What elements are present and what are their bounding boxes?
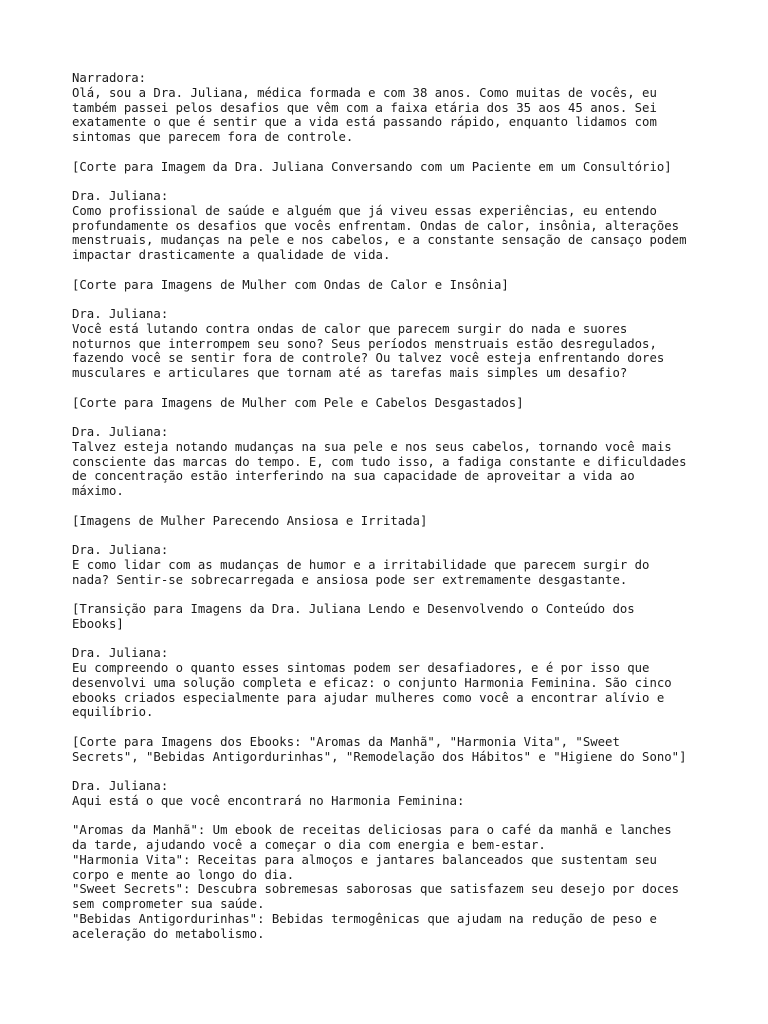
stage-direction-ondas-calor: [Corte para Imagens de Mulher com Ondas de Calor e Insônia] [72,277,509,292]
document-page [72,71,752,956]
stage-direction-consultorio: [Corte para Imagem da Dra. Juliana Conversando com um Paciente em um Consultório] [72,159,672,174]
stage-direction-pele-cabelos: [Corte para Imagens de Mulher com Pele e Cabelos Desgastados] [72,395,524,410]
dialogue-solucao: Dra. Juliana: Eu compreendo o quanto esses sintomas podem ser desafiadores, e é por isso que desenvolvi uma solução completa e eficaz: o conjunto Harmonia Feminina. São cinco ebooks criados especialmente para ajudar mulheres como você a encontrar alívio e equilíbrio. [72,646,672,720]
dialogue-profissional: Dra. Juliana: Como profissional de saúde e alguém que já viveu essas experiências, eu entendo profundamente os desafios que vocês enfrentam. Ondas de calor, insônia, alterações menstruais, mudanças na pele e nos cabelos, e a constante sensação de cansaço podem impactar drasticamente a qualidade de vida. [72,189,687,262]
dialogue-ondas-calor: Dra. Juliana: Você está lutando contra ondas de calor que parecem surgir do nada e suores noturnos que interrompem seu sono? Seus períodos menstruais estão desregulados, fazendo você se sentir fora de controle? Ou talvez você esteja enfrentando dores musculares e articulares que tornam até as tarefas mais simples um desafio? [72,307,665,380]
ebook-descriptions: "Aromas da Manhã": Um ebook de receitas deliciosas para o café da manhã e lanches da tarde, ajudando você a começar o dia com energia e bem-estar. "Harmonia Vita": Receitas para almoços e jantares balanceados que sustentam seu corpo e mente ao longo do dia. "Sweet Secrets": Descubra sobremesas saborosas que satisfazem seu desejo por doces sem comprometer sua saúde. "Bebidas Antigordurinhas": Bebidas termogênicas que ajudam na redução de peso e aceleração do metabolismo. [72,823,680,941]
dialogue-conteudo: Dra. Juliana: Aqui está o que você encontrará no Harmonia Feminina: [72,779,465,808]
narrator-intro: Narradora: Olá, sou a Dra. Juliana, médica formada e com 38 anos. Como muitas de vocês, eu também passei pelos desafios que vêm com a faixa etária dos 35 aos 45 anos. Sei exatamente o que é sentir que a vida está passando rápido, enquanto lidamos com sintomas que parecem fora de controle. [72,71,657,144]
stage-direction-ebooks-transicao: [Transição para Imagens da Dra. Juliana Lendo e Desenvolvendo o Conteúdo dos Ebooks] [72,602,635,631]
stage-direction-ebooks-lista: [Corte para Imagens dos Ebooks: "Aromas da Manhã", "Harmonia Vita", "Sweet Secrets", "Bebidas Antigordurinhas", "Remodelação dos Hábitos" e "Higiene do Sono"] [72,734,687,764]
stage-direction-ansiosa: [Imagens de Mulher Parecendo Ansiosa e Irritada] [72,513,428,528]
dialogue-humor: Dra. Juliana: E como lidar com as mudanças de humor e a irritabilidade que parecem surgir do nada? Sentir-se sobrecarregada e ansiosa pode ser extremamente desgastante. [72,543,650,587]
dialogue-pele-cabelos: Dra. Juliana: Talvez esteja notando mudanças na sua pele e nos seus cabelos, tornando você mais consciente das marcas do tempo. E, com tudo isso, a fadiga constante e dificuldades de concentração estão interferindo na sua capacidade de aproveitar a vida ao máximo. [72,425,687,498]
